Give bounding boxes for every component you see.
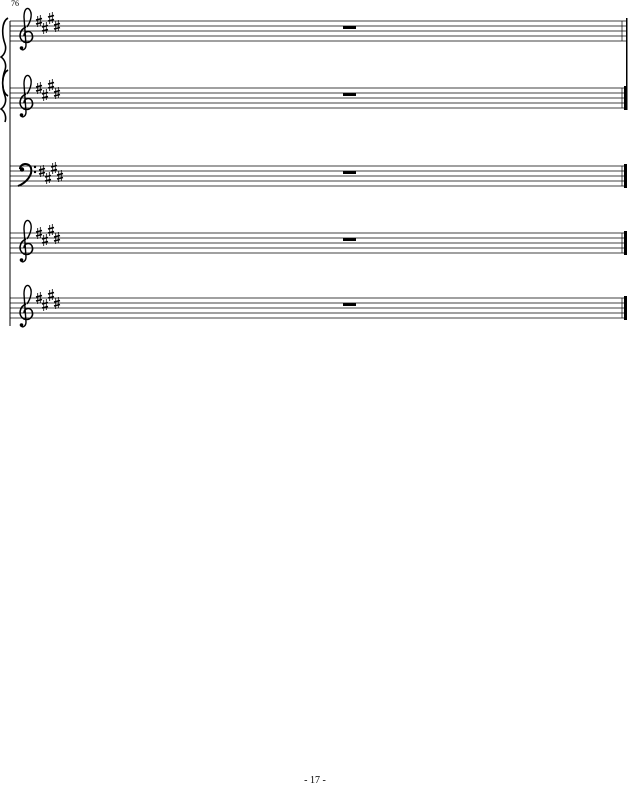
bass-clef-icon xyxy=(18,164,36,186)
sharp-icon xyxy=(42,89,48,101)
whole-rest xyxy=(343,93,356,96)
whole-rest xyxy=(343,26,356,29)
staff-4 xyxy=(10,220,626,261)
staff-lines xyxy=(10,166,626,186)
measure-number: 76 xyxy=(11,0,19,8)
staff-5 xyxy=(10,285,626,326)
whole-rest xyxy=(343,238,356,241)
staff-2 xyxy=(10,75,626,116)
whole-rest xyxy=(343,171,356,174)
staff-lines xyxy=(10,21,626,41)
whole-rest xyxy=(343,303,356,306)
sharp-icon xyxy=(42,234,48,246)
staff-lines xyxy=(10,88,626,108)
staff-lines xyxy=(10,298,626,318)
sharp-icon xyxy=(51,162,57,174)
staff-lines xyxy=(10,233,626,253)
sharp-icon xyxy=(42,299,48,311)
treble-clef-icon xyxy=(20,285,33,326)
sharp-icon xyxy=(45,172,51,184)
sharp-icon xyxy=(48,79,54,91)
sharp-icon xyxy=(48,224,54,236)
treble-clef-icon xyxy=(20,8,33,49)
staff-1 xyxy=(10,8,626,49)
sharp-icon xyxy=(42,22,48,34)
treble-clef-icon xyxy=(20,220,33,261)
staff-3 xyxy=(10,162,626,186)
treble-clef-icon xyxy=(20,75,33,116)
sharp-icon xyxy=(48,12,54,24)
final-barline xyxy=(622,18,628,320)
sharp-icon xyxy=(48,289,54,301)
page-number: - 17 - xyxy=(304,775,326,786)
